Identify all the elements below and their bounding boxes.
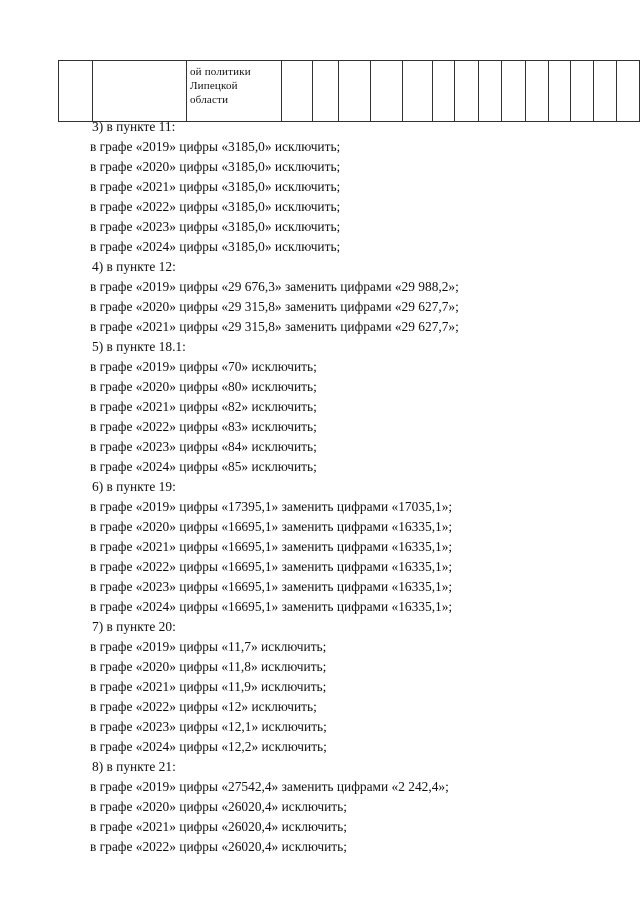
cell-text-line: ой политики xyxy=(189,66,251,78)
amendment-line: в графе «2019» цифры «17395,1» заменить цифрами «17035,1»; xyxy=(90,499,453,514)
table-cell xyxy=(525,61,548,122)
table-cell xyxy=(281,61,313,122)
amendments-text xyxy=(90,117,630,857)
amendment-line: в графе «2020» цифры «16695,1» заменить цифрами «16335,1»; xyxy=(90,519,453,534)
amendment-line: в графе «2021» цифры «16695,1» заменить цифрами «16335,1»; xyxy=(90,539,453,554)
amendment-line: в графе «2022» цифры «3185,0» исключить; xyxy=(90,199,341,214)
amendment-line: в графе «2021» цифры «82» исключить; xyxy=(90,399,317,414)
table-cell xyxy=(371,61,403,122)
table-row xyxy=(59,61,640,122)
table-cell xyxy=(501,61,525,122)
amendment-line: в графе «2022» цифры «16695,1» заменить цифрами «16335,1»; xyxy=(90,559,453,574)
amendment-line: в графе «2021» цифры «3185,0» исключить; xyxy=(90,179,341,194)
amendment-line: в графе «2023» цифры «16695,1» заменить цифрами «16335,1»; xyxy=(90,579,453,594)
table-cell xyxy=(59,61,93,122)
table-cell xyxy=(432,61,455,122)
amendment-line: в графе «2019» цифры «3185,0» исключить; xyxy=(90,139,341,154)
amendment-line: в графе «2021» цифры «29 315,8» заменить цифрами «29 627,7»; xyxy=(90,319,459,334)
section-heading: 6) в пункте 19: xyxy=(92,479,176,494)
table-cell xyxy=(402,61,432,122)
amendment-line: в графе «2022» цифры «26020,4» исключить; xyxy=(90,839,347,854)
section-heading: 4) в пункте 12: xyxy=(92,259,176,274)
amendment-line: в графе «2020» цифры «3185,0» исключить; xyxy=(90,159,341,174)
cell-text-line: области xyxy=(189,94,229,106)
table-cell xyxy=(548,61,571,122)
table-cell xyxy=(594,61,617,122)
section-heading: 7) в пункте 20: xyxy=(92,619,176,634)
amendment-line: в графе «2020» цифры «80» исключить; xyxy=(90,379,317,394)
table-cell xyxy=(479,61,502,122)
amendment-line: в графе «2021» цифры «11,9» исключить; xyxy=(90,679,327,694)
amendment-line: в графе «2022» цифры «83» исключить; xyxy=(90,419,317,434)
amendment-line: в графе «2021» цифры «26020,4» исключить; xyxy=(90,819,347,834)
amendment-line: в графе «2024» цифры «16695,1» заменить цифрами «16335,1»; xyxy=(90,599,453,614)
table-cell-department xyxy=(186,61,281,122)
section-heading: 8) в пункте 21: xyxy=(92,759,176,774)
amendment-line: в графе «2022» цифры «12» исключить; xyxy=(90,699,317,714)
amendment-line: в графе «2020» цифры «11,8» исключить; xyxy=(90,659,327,674)
table-cell xyxy=(571,61,594,122)
amendment-line: в графе «2024» цифры «12,2» исключить; xyxy=(90,739,327,754)
amendment-line: в графе «2023» цифры «3185,0» исключить; xyxy=(90,219,341,234)
amendment-line: в графе «2020» цифры «29 315,8» заменить цифрами «29 627,7»; xyxy=(90,299,459,314)
amendment-line: в графе «2019» цифры «29 676,3» заменить цифрами «29 988,2»; xyxy=(90,279,459,294)
amendment-line: в графе «2023» цифры «84» исключить; xyxy=(90,439,317,454)
table-cell xyxy=(313,61,339,122)
amendment-line: в графе «2019» цифры «70» исключить; xyxy=(90,359,317,374)
amendment-line: в графе «2019» цифры «27542,4» заменить цифрами «2 242,4»; xyxy=(90,779,449,794)
table-cell xyxy=(617,61,640,122)
section-heading: 5) в пункте 18.1: xyxy=(92,339,186,354)
amendment-line: в графе «2024» цифры «3185,0» исключить; xyxy=(90,239,341,254)
cell-text-line: Липецкой xyxy=(189,80,238,92)
table-cell xyxy=(339,61,371,122)
amendment-line: в графе «2019» цифры «11,7» исключить; xyxy=(90,639,327,654)
amendment-line: в графе «2020» цифры «26020,4» исключить; xyxy=(90,799,347,814)
table-fragment xyxy=(58,60,640,122)
section-heading: 3) в пункте 11: xyxy=(92,119,176,134)
amendment-line: в графе «2024» цифры «85» исключить; xyxy=(90,459,317,474)
table-cell xyxy=(92,61,186,122)
table-cell xyxy=(455,61,479,122)
amendment-line: в графе «2023» цифры «12,1» исключить; xyxy=(90,719,327,734)
